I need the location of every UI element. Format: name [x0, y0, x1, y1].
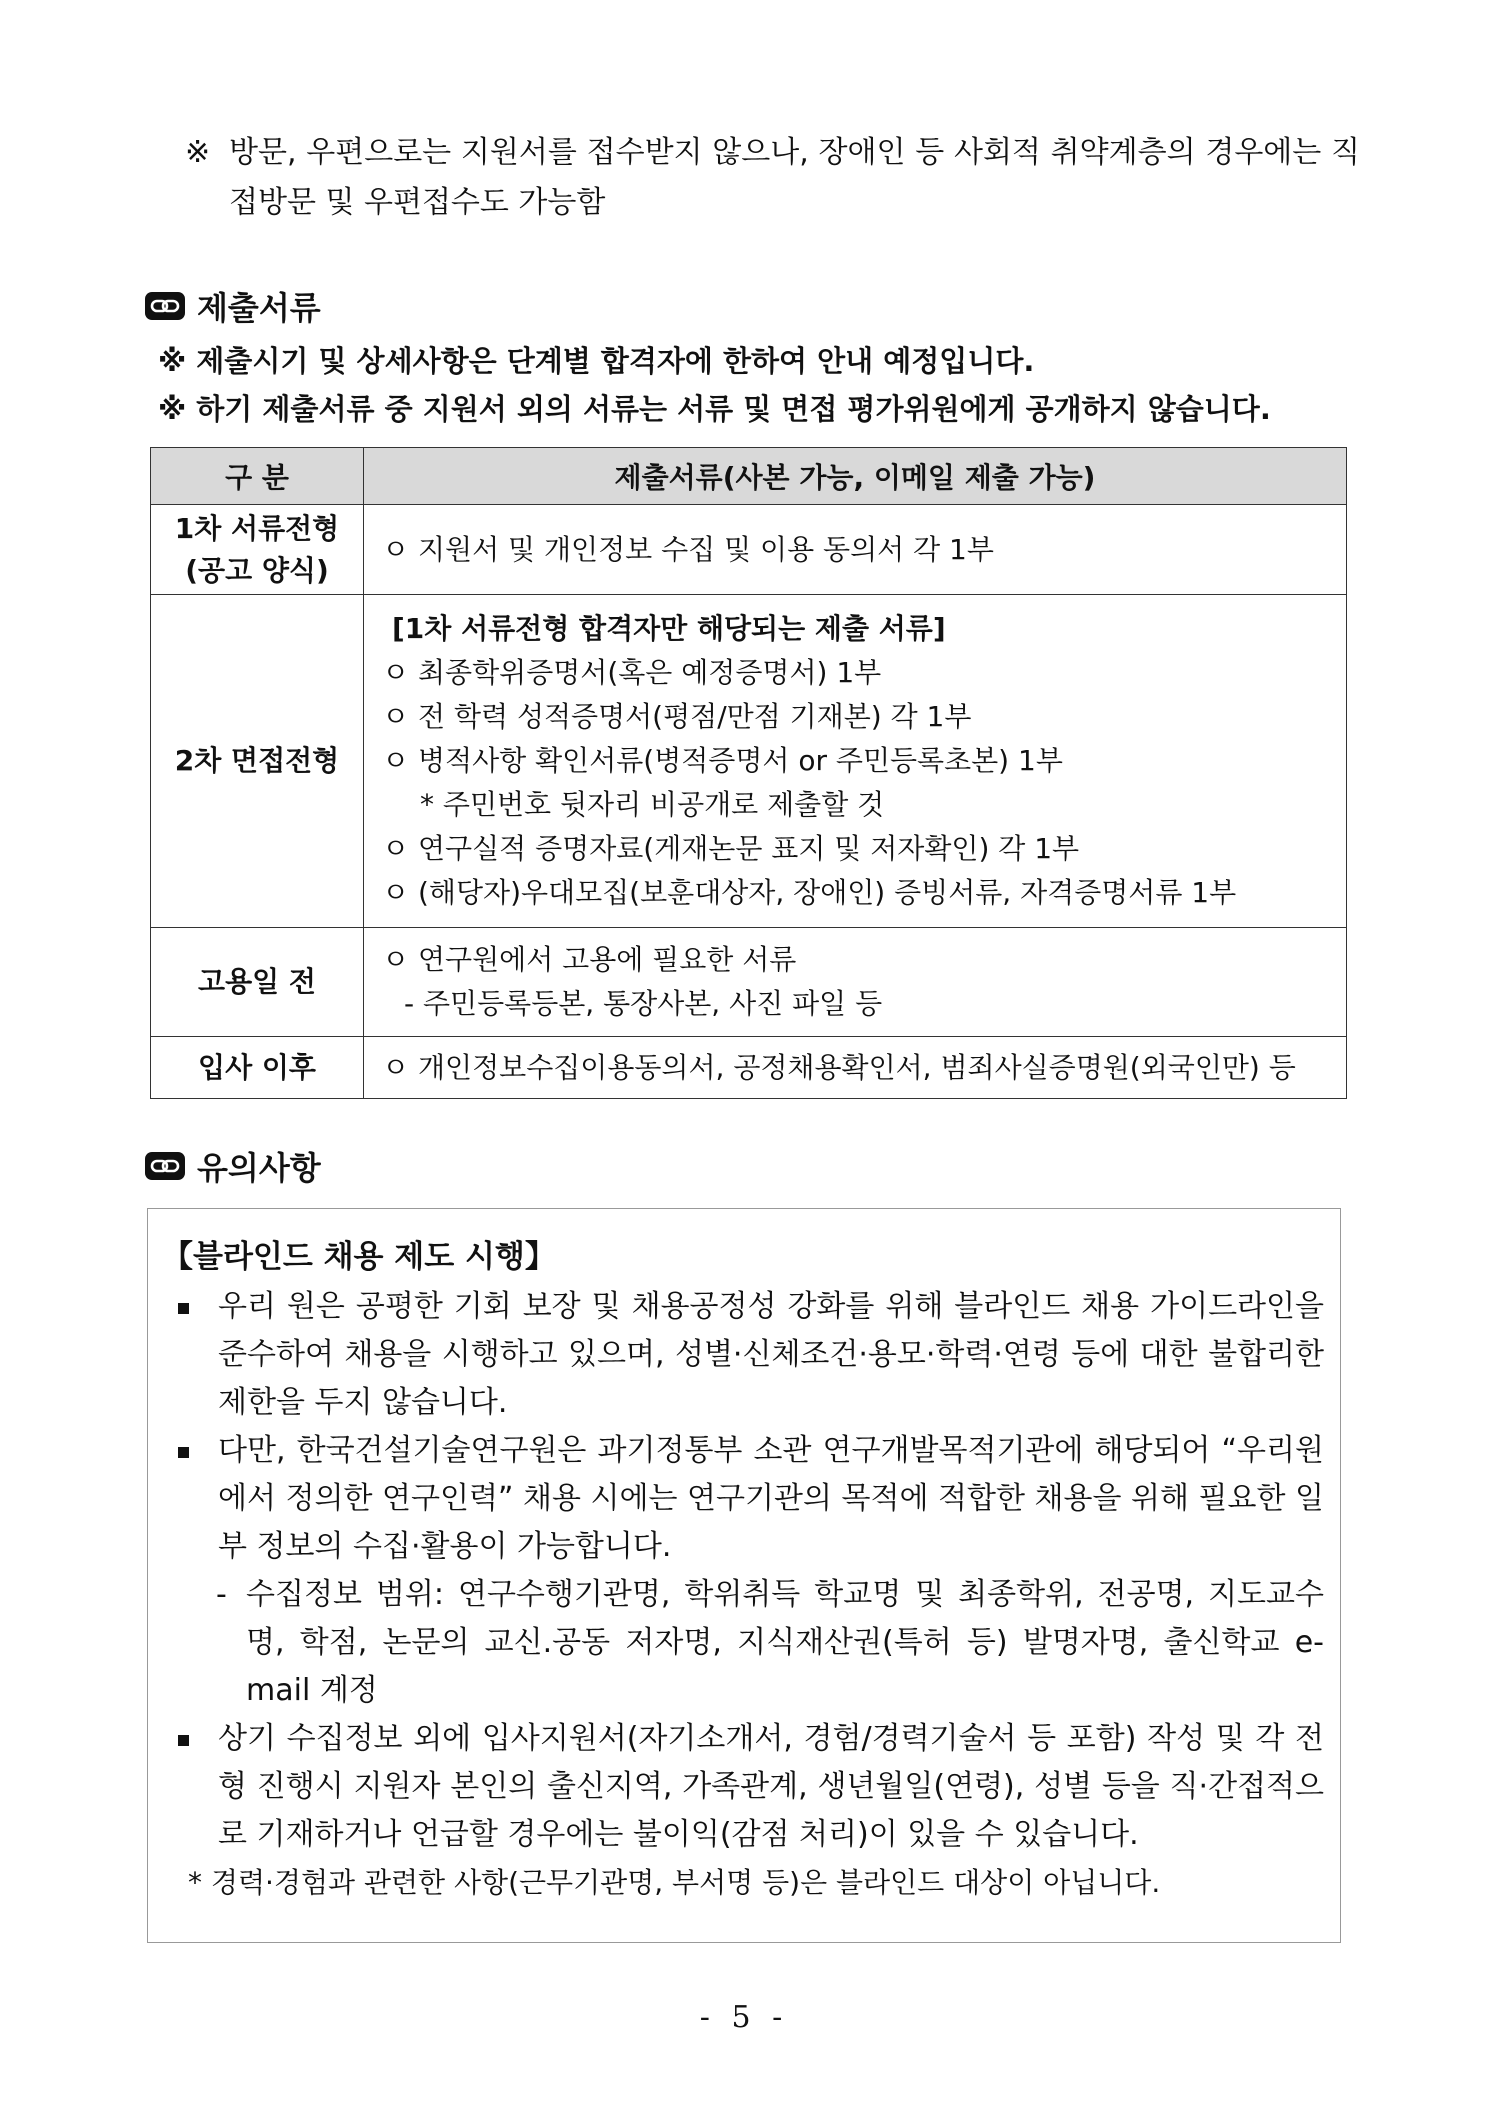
- documents-table: [150, 447, 1347, 1099]
- list-item: ㅇ 개인정보수집이용동의서, 공정채용확인서, 범죄사실증명원(외국인만) 등: [382, 1050, 1296, 1084]
- list-item: ㅇ 전 학력 성적증명서(평점/만점 기재본) 각 1부: [382, 700, 972, 733]
- list-item: ㅇ (해당자)우대모집(보훈대상자, 장애인) 증빙서류, 자격증명서류 1부: [382, 876, 1237, 909]
- list-item: 상기 수집정보 외에 입사지원서(자기소개서, 경험/경력기술서 등 포함) 작성 및 각 전형 진행시 지원자 본인의 출신지역, 가족관계, 생년월일(연령), 성별 등을 직·간접적으로 기재하거나 언급할 경우에는 불이익(감점 처리)이 있을 수 있습니다.: [162, 1715, 1324, 1859]
- header-documents: 제출서류(사본 가능, 이메일 제출 가능): [364, 448, 1347, 505]
- sub-list-item: - 수집정보 범위: 연구수행기관명, 학위취득 학교명 및 최종학위, 전공명, 지도교수명, 학점, 논문의 교신.공동 저자명, 지식재산권(특허 등) 발명자명, 출신학교 e-mail 계정: [216, 1577, 1324, 1708]
- list-item: ㅇ 지원서 및 개인정보 수집 및 이용 동의서 각 1부: [382, 532, 994, 566]
- row-category: 입사 이후: [151, 1037, 364, 1099]
- top-note-text: 방문, 우편으로는 지원서를 접수받지 않으나, 장애인 등 사회적 취약계층의 경우에는 직접방문 및 우편접수도 가능함: [229, 135, 1360, 220]
- table-row: [151, 505, 1347, 595]
- header-category: 구 분: [151, 448, 364, 505]
- row-items: [364, 595, 1347, 928]
- table-row: [151, 928, 1347, 1037]
- top-note: [185, 128, 1360, 228]
- square-bullet-icon: [178, 1735, 189, 1746]
- list-item: ㅇ 최종학위증명서(혹은 예정증명서) 1부: [382, 656, 882, 689]
- list-item: ㅇ 연구원에서 고용에 필요한 서류: [382, 943, 797, 976]
- link-icon: [145, 1152, 185, 1180]
- list-item: 우리 원은 공평한 기회 보장 및 채용공정성 강화를 위해 블라인드 채용 가이드라인을 준수하여 채용을 시행하고 있으며, 성별·신체조건·용모·학력·연령 등에 대한 불합리한 제한을 두지 않습니다.: [162, 1283, 1324, 1427]
- table-header-row: [151, 448, 1347, 505]
- row-category: 고용일 전: [151, 928, 364, 1037]
- submission-note-1: ※ 제출시기 및 상세사항은 단계별 합격자에 한하여 안내 예정입니다.: [158, 344, 1035, 378]
- table-row: [151, 1037, 1347, 1099]
- list-item: ㅇ 연구실적 증명자료(게재논문 표지 및 저자확인) 각 1부: [382, 832, 1080, 865]
- box-title: 【블라인드 채용 제도 시행】: [162, 1239, 556, 1275]
- section-title: 제출서류: [197, 289, 321, 327]
- section-title: 유의사항: [197, 1149, 321, 1187]
- list-item: 다만, 한국건설기술연구원은 과기정통부 소관 연구개발목적기관에 해당되어 “우리원에서 정의한 연구인력” 채용 시에는 연구기관의 목적에 적합한 채용을 위해 필요한 일부 정보의 수집·활용이 가능합니다.: [162, 1427, 1324, 1571]
- list-item: ㅇ 병적사항 확인서류(병적증명서 or 주민등록초본) 1부: [382, 744, 1063, 777]
- sub-note: - 주민등록등본, 통장사본, 사진 파일 등: [404, 987, 883, 1020]
- section-heading-notices: [145, 1143, 321, 1189]
- sub-note: * 주민번호 뒷자리 비공개로 제출할 것: [420, 788, 885, 821]
- submission-note-2: ※ 하기 제출서류 중 지원서 외의 서류는 서류 및 면접 평가위원에게 공개하지 않습니다.: [158, 392, 1271, 426]
- square-bullet-icon: [178, 1447, 189, 1458]
- link-icon: [145, 292, 185, 320]
- row-category: 1차 서류전형 (공고 양식): [151, 505, 364, 595]
- row-items: [364, 505, 1347, 595]
- section-heading-documents: [145, 283, 321, 329]
- row-heading: [1차 서류전형 합격자만 해당되는 제출 서류]: [392, 612, 946, 645]
- table-row: [151, 595, 1347, 928]
- row-category: 2차 면접전형: [151, 595, 364, 928]
- row-items: [364, 1037, 1347, 1099]
- footnote: * 경력·경험과 관련한 사항(근무기관명, 부서명 등)은 블라인드 대상이 아닙니다.: [188, 1866, 1161, 1899]
- square-bullet-icon: [178, 1303, 189, 1314]
- blind-hiring-box: [147, 1208, 1341, 1943]
- reference-mark: ※: [185, 135, 211, 170]
- row-items: [364, 928, 1347, 1037]
- page-number: - 5 -: [699, 2000, 789, 2035]
